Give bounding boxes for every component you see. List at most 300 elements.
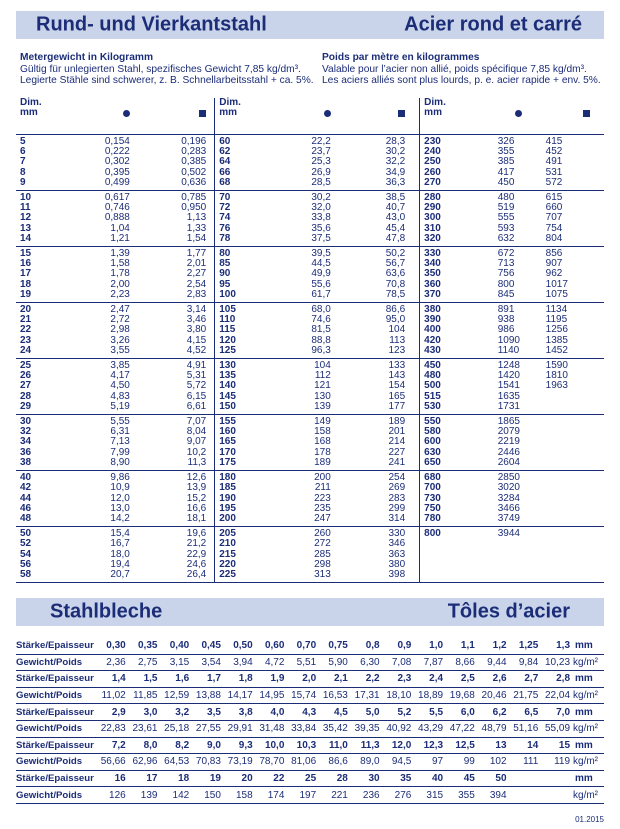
sheet-value-cell: 14,17 <box>227 690 253 702</box>
dim-cell: 480 <box>420 371 480 381</box>
dim-cell: 530 <box>420 402 480 415</box>
thickness-row <box>16 704 604 721</box>
round-weight-cell: 1,21 <box>110 232 130 244</box>
round-weight-cell: 8,90 <box>110 456 130 468</box>
filled-square-icon <box>199 110 206 117</box>
sheet-value-cell: 15 <box>558 739 571 751</box>
weight-per-area-row <box>16 654 604 671</box>
round-weight-cell: 139 <box>314 400 331 412</box>
dim-cell: 580 <box>420 427 480 437</box>
square-header <box>538 98 604 135</box>
round-weight-cell: 3944 <box>497 528 520 540</box>
sheet-value-cell: 14 <box>527 739 539 751</box>
dim-header: Dim. mm <box>215 98 275 135</box>
unit-cell: kg/m² <box>573 656 599 668</box>
weight-row <box>16 346 604 359</box>
round-weight-cell: 3,85 <box>110 360 130 372</box>
sheet-value-cell: 1,2 <box>492 640 507 652</box>
row-label: Gewicht/Poids <box>16 723 83 735</box>
dim-cell: 48 <box>20 512 32 524</box>
dim-cell: 150 <box>215 402 275 415</box>
square-weight-cell: 113 <box>389 334 406 346</box>
sheet-value-cell: 142 <box>172 789 190 801</box>
round-weight-cell: 480 <box>497 192 515 204</box>
sheet-value-cell: 119 <box>554 756 571 768</box>
square-weight-cell: 78,5 <box>385 288 406 300</box>
round-weight-cell: 68,0 <box>311 304 331 316</box>
sheet-value-cell: 6,30 <box>360 656 380 668</box>
square-weight-cell: 6,61 <box>186 400 207 412</box>
square-weight-cell <box>538 483 604 493</box>
sheet-value-cell: 111 <box>523 756 539 768</box>
round-weight-cell: 355 <box>497 146 515 158</box>
square-weight-cell: 6,15 <box>186 390 207 402</box>
sheet-value-cell: 40,92 <box>386 723 412 735</box>
sheet-value-cell <box>539 787 571 804</box>
square-weight-cell: 95,0 <box>385 314 406 326</box>
round-weight-cell: 3020 <box>497 482 520 494</box>
square-weight-cell: 70,8 <box>385 278 406 290</box>
round-weight-cell: 1541 <box>497 380 520 392</box>
square-weight-cell: 7,07 <box>186 416 207 428</box>
square-weight-cell: 962 <box>545 268 563 280</box>
square-weight-cell: 47,8 <box>385 232 406 244</box>
round-weight-cell: 1,58 <box>110 258 130 270</box>
square-weight-cell: 0,283 <box>181 146 207 158</box>
square-weight-cell: 18,1 <box>186 512 207 524</box>
round-weight-cell <box>480 550 538 560</box>
sheet-value-cell: 99 <box>463 756 475 768</box>
dim-cell: 25 <box>20 360 32 372</box>
round-weight-cell: 519 <box>497 202 515 214</box>
sheet-value-cell: 55,09 <box>544 723 571 735</box>
sheet-value-cell: 8,66 <box>455 656 475 668</box>
round-weight-cell: 28,5 <box>311 176 331 188</box>
square-weight-cell: 214 <box>388 436 406 448</box>
sheet-value-cell: 35 <box>400 773 412 785</box>
weight-table <box>16 98 604 583</box>
square-weight-cell: 3,80 <box>186 324 207 336</box>
dim-cell: 38 <box>20 456 32 468</box>
weight-per-area-row <box>16 787 604 804</box>
dim-cell: 70 <box>215 191 275 204</box>
dim-cell: 24 <box>20 344 32 356</box>
sheet-value-cell: 8,0 <box>143 739 158 751</box>
sheet-value-cell: 0,75 <box>328 640 348 652</box>
sheet-value-cell: 29,91 <box>227 723 253 735</box>
square-weight-cell: 804 <box>545 232 563 244</box>
round-weight-cell: 25,3 <box>311 156 331 168</box>
round-weight-cell: 4,50 <box>110 380 130 392</box>
round-weight-cell: 3749 <box>497 512 520 524</box>
round-weight-cell: 2850 <box>497 472 520 484</box>
square-weight-cell: 1385 <box>545 334 568 346</box>
sheet-value-cell: 1,1 <box>460 640 475 652</box>
dim-cell: 250 <box>420 157 480 167</box>
sheet-value-cell: 3,54 <box>201 656 221 668</box>
unit-cell: mm <box>575 673 593 685</box>
square-weight-cell: 299 <box>388 502 406 514</box>
sheet-value-cell: 158 <box>235 789 253 801</box>
sheet-value-cell: 7,87 <box>423 656 444 668</box>
sheet-value-cell: 394 <box>489 789 507 801</box>
dim-cell: 7 <box>20 156 26 168</box>
square-weight-cell: 63,6 <box>385 268 406 280</box>
square-weight-cell: 707 <box>545 212 563 224</box>
square-weight-cell: 241 <box>388 456 406 468</box>
square-weight-cell <box>538 550 604 560</box>
dim-cell: 95 <box>215 280 275 290</box>
sheet-value-cell: 5,5 <box>429 706 444 718</box>
dim-cell: 68 <box>215 178 275 191</box>
unit-cell: mm <box>575 773 593 785</box>
round-weight-cell: 417 <box>497 166 515 178</box>
weight-row <box>16 280 604 290</box>
unit-cell: mm <box>575 706 593 718</box>
round-weight-cell: 713 <box>497 258 515 270</box>
sheet-value-cell: 0,40 <box>169 640 190 652</box>
dim-cell: 78 <box>215 234 275 247</box>
sheet-title-french: Tôles d’acier <box>447 600 570 623</box>
square-weight-cell: 45,4 <box>385 222 406 234</box>
dim-cell: 200 <box>215 514 275 527</box>
sheet-value-cell: 16,53 <box>322 690 348 702</box>
square-weight-cell: 13,9 <box>186 482 207 494</box>
sheet-value-cell: 11,02 <box>101 690 126 702</box>
round-weight-cell: 12,0 <box>110 492 130 504</box>
unit-cell: mm <box>575 739 593 751</box>
sheet-value-cell: 15,74 <box>291 690 317 702</box>
dim-cell: 240 <box>420 147 480 157</box>
intro-german-heading: Metergewicht in Kilogramm <box>20 52 154 63</box>
weight-row <box>16 539 604 549</box>
round-weight-cell: 2,00 <box>110 278 130 290</box>
weight-row <box>16 234 604 247</box>
sheet-value-cell: 10,0 <box>264 739 285 751</box>
round-weight-cell: 223 <box>314 492 331 504</box>
dim-cell: 62 <box>215 147 275 157</box>
square-weight-cell: 40,7 <box>385 202 406 214</box>
sheet-value-cell: 7,2 <box>111 739 126 751</box>
dim-cell: 15 <box>20 248 32 260</box>
round-weight-cell: 235 <box>314 502 331 514</box>
dim-cell: 135 <box>215 371 275 381</box>
round-weight-cell: 0,499 <box>104 176 130 188</box>
dim-cell: 320 <box>420 234 480 247</box>
square-weight-cell: 0,385 <box>181 156 207 168</box>
row-label: Gewicht/Poids <box>16 656 83 668</box>
round-weight-cell: 4,17 <box>110 370 130 382</box>
square-weight-cell: 572 <box>545 176 563 188</box>
round-weight-cell: 16,7 <box>110 538 130 550</box>
dim-cell: 515 <box>420 392 480 402</box>
thickness-row <box>16 770 604 787</box>
round-weight-cell: 1090 <box>497 334 520 346</box>
square-weight-cell: 165 <box>388 390 406 402</box>
dim-cell: 800 <box>420 527 480 540</box>
round-weight-cell: 61,7 <box>311 288 331 300</box>
square-weight-cell: 4,52 <box>186 344 207 356</box>
square-weight-cell: 363 <box>388 548 406 560</box>
sheet-value-cell <box>508 770 540 787</box>
sheet-value-cell: 5,51 <box>296 656 317 668</box>
dim-cell: 380 <box>420 303 480 316</box>
sheet-value-cell: 8,2 <box>175 739 190 751</box>
dim-cell: 115 <box>215 325 275 335</box>
sheet-value-cell: 3,94 <box>233 656 253 668</box>
sheet-value-cell: 126 <box>109 789 126 801</box>
round-weight-cell: 2446 <box>497 446 520 458</box>
dim-cell <box>420 560 480 570</box>
square-weight-cell: 283 <box>388 492 406 504</box>
weight-row <box>16 290 604 303</box>
sheet-value-cell: 45 <box>463 773 475 785</box>
dim-cell: 11 <box>20 202 31 214</box>
sheet-value-cell: 1,25 <box>518 640 539 652</box>
round-weight-cell: 326 <box>497 136 515 147</box>
dim-cell: 60 <box>215 135 275 148</box>
round-weight-cell: 22,2 <box>311 136 331 147</box>
dim-cell: 9 <box>20 176 26 188</box>
sheet-value-cell: 221 <box>331 789 348 801</box>
dim-cell <box>420 570 480 583</box>
sheet-value-cell: 2,6 <box>492 673 507 685</box>
square-weight-cell: 1,13 <box>186 212 207 224</box>
unit-cell: mm <box>575 640 593 652</box>
dim-cell: 600 <box>420 437 480 447</box>
sheet-value-cell: 2,5 <box>460 673 475 685</box>
square-weight-cell: 0,502 <box>181 166 207 178</box>
sheet-value-cell: 86,6 <box>328 756 348 768</box>
weight-row <box>16 315 604 325</box>
square-weight-cell: 0,636 <box>181 176 207 188</box>
dim-cell: 185 <box>215 483 275 493</box>
round-weight-cell: 3,55 <box>110 344 130 356</box>
dim-cell: 780 <box>420 514 480 527</box>
dim-cell: 20 <box>20 304 32 316</box>
dim-cell: 190 <box>215 494 275 504</box>
title-band <box>16 11 604 39</box>
sheet-value-cell: 355 <box>458 789 475 801</box>
square-weight-cell: 15,2 <box>186 492 207 504</box>
sheet-value-cell: 0,60 <box>264 640 285 652</box>
sheet-value-cell: 39,35 <box>354 723 380 735</box>
square-weight-cell: 491 <box>545 156 563 168</box>
round-weight-cell: 1731 <box>497 400 520 412</box>
dim-cell: 21 <box>20 314 32 326</box>
dim-cell: 195 <box>215 504 275 514</box>
sheet-value-cell: 78,70 <box>259 756 285 768</box>
square-weight-cell <box>538 427 604 437</box>
dim-cell: 66 <box>215 168 275 178</box>
sheet-value-cell: 4,3 <box>302 706 317 718</box>
intro-french-line1: Valable pour l’acier non allié, poids spécifique 7,85 kg/dm³. <box>322 63 587 75</box>
sheet-value-cell: 236 <box>362 789 380 801</box>
square-weight-cell: 24,6 <box>186 558 207 570</box>
sheet-value-cell: 51,16 <box>513 723 539 735</box>
round-weight-cell: 0,746 <box>104 202 130 214</box>
square-weight-cell: 5,72 <box>186 380 207 392</box>
dim-cell: 46 <box>20 502 32 514</box>
sheet-value-cell: 89,0 <box>360 756 380 768</box>
unit-cell: kg/m² <box>573 690 599 702</box>
thickness-row <box>16 737 604 754</box>
dim-cell: 6 <box>20 146 26 158</box>
sheet-value-cell: 13 <box>495 739 507 751</box>
sheet-value-cell: 11,85 <box>133 690 158 702</box>
intro-french-line2: Les aciers alliés sont plus lourds, p. e. acier rapide + env. 5%. <box>322 75 601 86</box>
round-weight-cell: 49,9 <box>311 268 331 280</box>
dim-cell: 680 <box>420 471 480 484</box>
square-weight-cell: 1,33 <box>186 222 207 234</box>
row-label: Stärke/Epaisseur <box>16 739 94 751</box>
dim-cell: 260 <box>420 168 480 178</box>
square-weight-cell: 0,196 <box>181 136 207 147</box>
round-header <box>275 98 335 135</box>
round-weight-cell: 10,9 <box>110 482 130 494</box>
dim-cell: 165 <box>215 437 275 447</box>
square-weight-cell <box>538 494 604 504</box>
round-weight-cell: 104 <box>314 360 331 372</box>
square-weight-cell: 856 <box>545 248 563 260</box>
round-weight-cell: 2219 <box>497 436 520 448</box>
square-weight-cell: 1,77 <box>186 248 207 260</box>
dim-cell: 750 <box>420 504 480 514</box>
dim-cell: 630 <box>420 448 480 458</box>
dim-cell: 225 <box>215 570 275 583</box>
square-weight-cell: 3,14 <box>186 304 207 316</box>
round-weight-cell: 20,7 <box>110 568 130 580</box>
sheet-value-cell: 0,45 <box>201 640 221 652</box>
square-weight-cell <box>538 539 604 549</box>
sheet-value-cell: 48,79 <box>481 723 507 735</box>
sheet-value-cell: 2,9 <box>111 706 126 718</box>
square-weight-cell: 2,01 <box>186 258 207 270</box>
round-weight-cell: 0,302 <box>104 156 130 168</box>
sheet-value-cell: 6,2 <box>492 706 507 718</box>
sheet-value-cell: 102 <box>489 756 507 768</box>
dim-header: Dim. mm <box>20 97 42 119</box>
sheet-value-cell: 4,72 <box>264 656 285 668</box>
sheet-value-cell: 10,23 <box>544 656 571 668</box>
weight-row <box>16 303 604 316</box>
round-weight-cell: 55,6 <box>311 278 331 290</box>
dim-cell: 110 <box>215 315 275 325</box>
dim-cell: 85 <box>215 259 275 269</box>
square-weight-cell: 907 <box>545 258 563 270</box>
dim-cell: 390 <box>420 315 480 325</box>
dim-cell: 290 <box>420 203 480 213</box>
round-weight-cell: 178 <box>314 446 331 458</box>
square-weight-cell: 86,6 <box>385 304 406 316</box>
round-weight-cell: 5,55 <box>110 416 130 428</box>
sheet-value-cell: 56,66 <box>100 756 126 768</box>
square-weight-cell <box>538 437 604 447</box>
square-weight-cell: 123 <box>388 344 406 356</box>
dim-cell: 430 <box>420 346 480 359</box>
sheet-value-cell: 9,3 <box>238 739 253 751</box>
sheet-value-cell: 139 <box>140 789 158 801</box>
square-weight-cell: 16,6 <box>186 502 207 514</box>
sheet-value-cell: 5,2 <box>397 706 412 718</box>
sheet-value-cell: 7,0 <box>556 706 571 718</box>
weight-row <box>16 483 604 493</box>
filled-square-icon <box>398 110 405 117</box>
square-weight-cell: 143 <box>388 370 406 382</box>
square-weight-cell: 0,785 <box>181 192 207 204</box>
round-weight-cell: 2,98 <box>110 324 130 336</box>
weight-row <box>16 178 604 191</box>
dim-cell: 23 <box>20 334 32 346</box>
square-weight-cell: 254 <box>388 472 406 484</box>
round-weight-cell: 74,6 <box>311 314 331 326</box>
square-weight-cell: 19,6 <box>186 528 207 540</box>
dim-cell: 500 <box>420 381 480 391</box>
round-weight-cell: 13,0 <box>110 502 130 514</box>
dim-cell: 14 <box>20 232 32 244</box>
dim-cell: 210 <box>215 539 275 549</box>
sheet-value-cell: 12,59 <box>164 690 190 702</box>
unit-cell: kg/m² <box>573 789 599 801</box>
sheet-value-cell <box>508 787 540 804</box>
weight-row <box>16 458 604 471</box>
row-label: Stärke/Epaisseur <box>16 773 94 785</box>
sheet-value-cell: 19 <box>209 773 221 785</box>
square-weight-cell: 30,2 <box>385 146 406 158</box>
sheet-value-cell: 31,48 <box>259 723 285 735</box>
dim-cell: 80 <box>215 247 275 260</box>
sheet-value-cell: 21,75 <box>513 690 539 702</box>
square-weight-cell: 1810 <box>545 370 568 382</box>
round-weight-cell: 88,8 <box>311 334 331 346</box>
dim-cell: 370 <box>420 290 480 303</box>
square-weight-cell: 133 <box>388 360 406 372</box>
dim-cell: 13 <box>20 222 32 234</box>
sheet-value-cell: 73,19 <box>227 756 253 768</box>
round-weight-cell: 0,888 <box>104 212 130 224</box>
round-weight-cell: 1248 <box>497 360 520 372</box>
sheet-value-cell: 1,9 <box>270 673 285 685</box>
weight-row <box>16 402 604 415</box>
round-weight-cell: 33,8 <box>311 212 331 224</box>
round-weight-cell: 158 <box>314 426 331 438</box>
dim-cell: 100 <box>215 290 275 303</box>
sheet-value-cell: 64,53 <box>164 756 190 768</box>
round-weight-cell: 19,4 <box>110 558 130 570</box>
sheet-value-cell: 174 <box>267 789 285 801</box>
square-weight-cell: 10,2 <box>186 446 207 458</box>
round-weight-cell: 2079 <box>497 426 520 438</box>
weight-row <box>16 514 604 527</box>
round-weight-cell: 891 <box>497 304 515 316</box>
row-label: Stärke/Epaisseur <box>16 673 94 685</box>
square-weight-cell: 104 <box>388 324 406 336</box>
dim-cell: 30 <box>20 416 32 428</box>
square-weight-cell <box>538 570 604 583</box>
square-weight-cell: 26,4 <box>186 568 207 580</box>
square-weight-cell: 38,5 <box>385 192 406 204</box>
round-weight-cell: 845 <box>497 288 515 300</box>
title-german: Rund- und Vierkantstahl <box>36 13 267 36</box>
sheet-value-cell: 28 <box>336 773 348 785</box>
round-weight-cell: 285 <box>314 548 331 560</box>
square-weight-cell: 1195 <box>545 314 568 326</box>
round-weight-cell: 23,7 <box>311 146 331 158</box>
round-weight-cell: 14,2 <box>110 512 130 524</box>
square-weight-cell <box>538 448 604 458</box>
square-weight-cell: 22,9 <box>186 548 207 560</box>
sheet-value-cell: 11,3 <box>360 739 380 751</box>
